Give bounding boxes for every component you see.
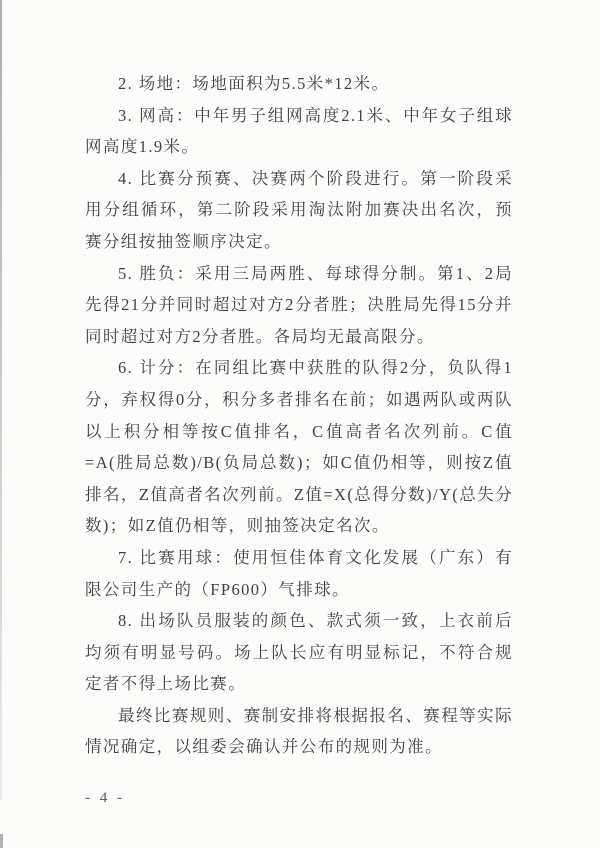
scan-edge-bottom-artifact — [0, 834, 3, 848]
paragraph-item-3-net-height: 3. 网高：中年男子组网高度2.1米、中年女子组球网高度1.9米。 — [85, 105, 513, 157]
page-number: - 4 - — [85, 790, 125, 806]
document-body — [85, 68, 513, 763]
paragraph-item-6-scoring: 6. 计分：在同组比赛中获胜的队得2分，负队得1分，弃权得0分，积分多者排名在前；如遇两队或两队以上积分相等按C值排名，C值高者名次列前。C值=A(胜局总数)/B(负局总数)；如C值仍相等，则按Z值排名，Z值高者名次列前。Z值=X(总得分数)/Y(总失分数)；如Z值仍相等，则抽签决定名次。 — [85, 358, 513, 536]
paragraph-item-5-win-loss: 5. 胜负：采用三局两胜、每球得分制。第1、2局先得21分并同时超过对方2分者胜；决胜局先得15分并同时超过对方2分者胜。各局均无最高限分。 — [85, 263, 513, 346]
paragraph-item-2-venue: 2. 场地：场地面积为5.5米*12米。 — [118, 74, 390, 93]
paragraph-item-8-uniforms: 8. 出场队员服装的颜色、款式须一致，上衣前后均须有明显号码。场上队长应有明显标记，不符合规定者不得上场比赛。 — [85, 611, 513, 694]
paragraph-final-note: 最终比赛规则、赛制安排将根据报名、赛程等实际情况确定，以组委会确认并公布的规则为准。 — [85, 705, 513, 757]
scan-edge-artifact — [0, 0, 2, 800]
paragraph-item-7-match-ball: 7. 比赛用球：使用恒佳体育文化发展（广东）有限公司生产的（FP600）气排球。 — [85, 547, 513, 599]
paragraph-item-4-stages: 4. 比赛分预赛、决赛两个阶段进行。第一阶段采用分组循环，第二阶段采用淘汰附加赛决出名次，预赛分组按抽签顺序决定。 — [85, 168, 513, 251]
